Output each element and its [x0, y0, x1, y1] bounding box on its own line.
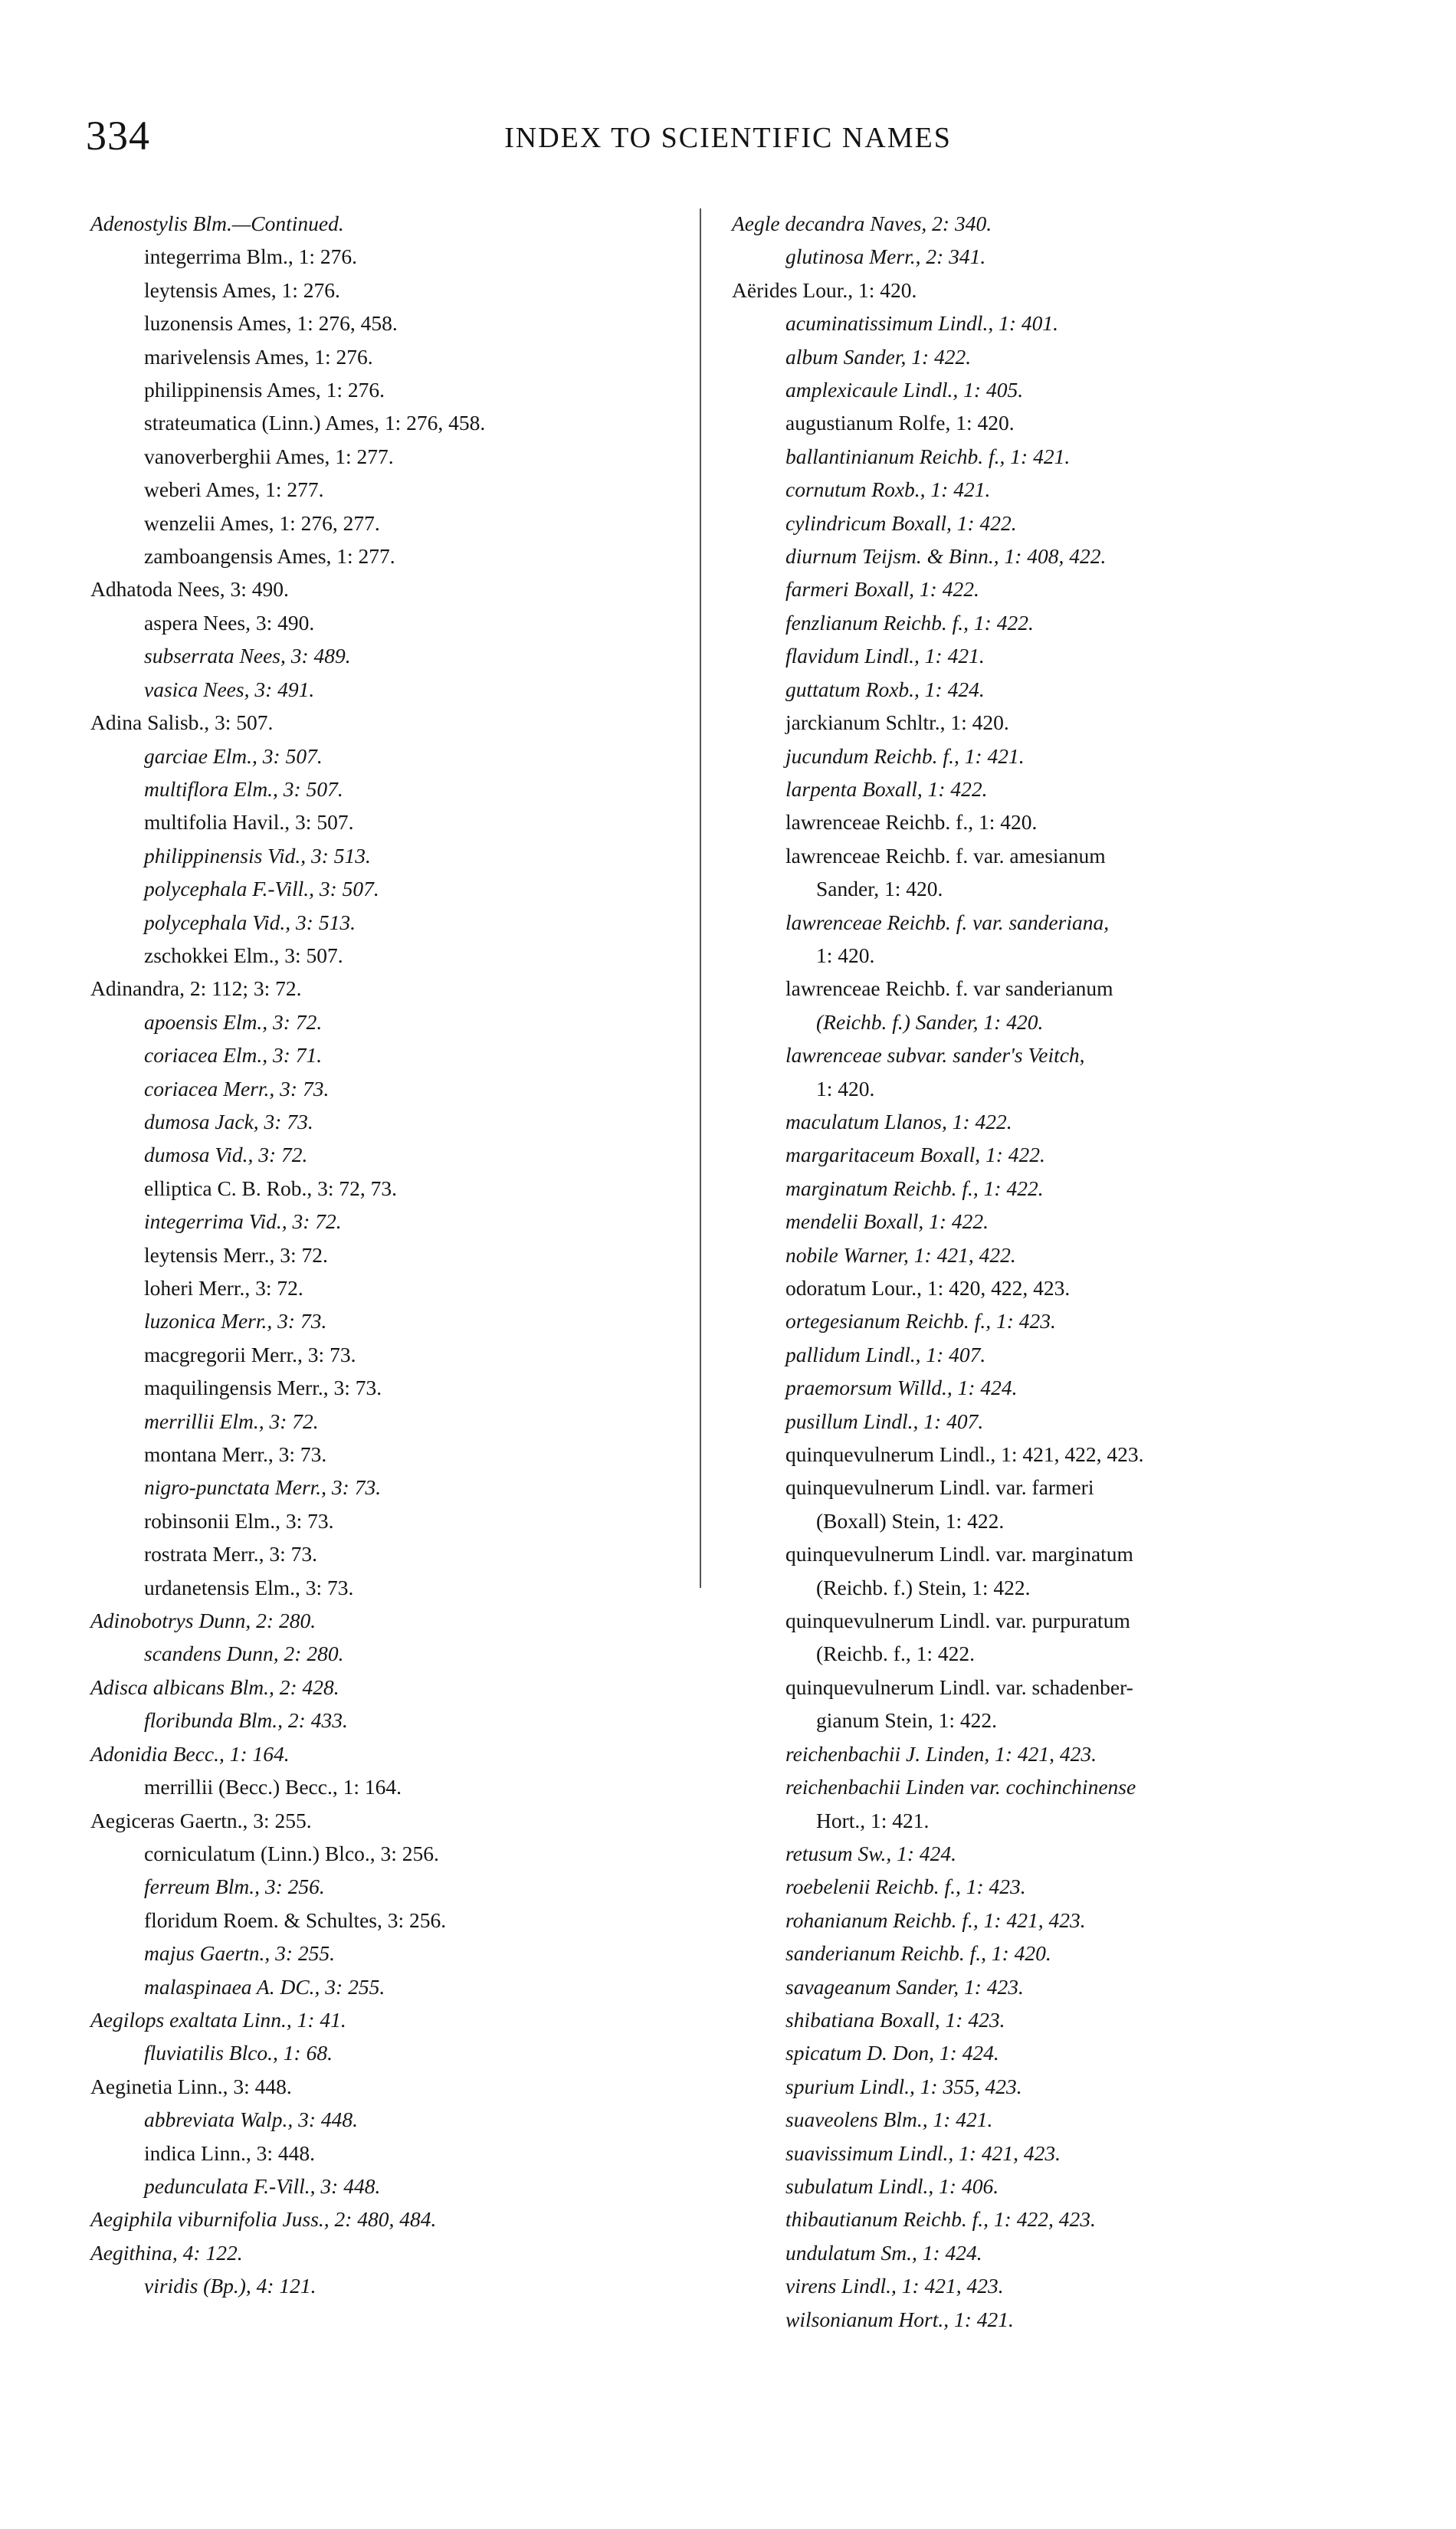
- index-entry: retusum Sw., 1: 424.: [785, 1841, 957, 1865]
- index-entry: Aegithina, 4: 122.: [90, 2240, 243, 2265]
- index-entry: spurium Lindl., 1: 355, 423.: [785, 2074, 1022, 2098]
- index-entry: Aërides Lour., 1: 420.: [732, 277, 917, 302]
- index-entry: wilsonianum Hort., 1: 421.: [785, 2307, 1014, 2331]
- index-entry: album Sander, 1: 422.: [785, 344, 972, 369]
- index-entry: garciae Elm., 3: 507.: [144, 743, 323, 768]
- index-entry: virens Lindl., 1: 421, 423.: [785, 2274, 1004, 2298]
- index-entry: elliptica C. B. Rob., 3: 72, 73.: [144, 1176, 397, 1200]
- index-entry: rohanianum Reichb. f., 1: 421, 423.: [785, 1907, 1086, 1932]
- index-entry: luzonica Merr., 3: 73.: [144, 1309, 327, 1333]
- index-entry: coriacea Elm., 3: 71.: [144, 1043, 323, 1068]
- index-entry: fluviatilis Blco., 1: 68.: [144, 2041, 333, 2065]
- index-entry: margaritaceum Boxall, 1: 422.: [785, 1143, 1045, 1167]
- index-entry: strateumatica (Linn.) Ames, 1: 276, 458.: [144, 411, 486, 435]
- index-entry: Aeginetia Linn., 3: 448.: [90, 2074, 292, 2098]
- index-entry: lawrenceae Reichb. f. var. sanderiana,: [785, 910, 1110, 934]
- index-entry: acuminatissimum Lindl., 1: 401.: [785, 311, 1058, 336]
- index-entry: malaspinaea A. DC., 3: 255.: [144, 1974, 385, 1999]
- index-entry: philippinensis Ames, 1: 276.: [144, 378, 385, 402]
- index-entry: lawrenceae subvar. sander's Veitch,: [785, 1043, 1085, 1068]
- index-entry: spicatum D. Don, 1: 424.: [785, 2041, 999, 2065]
- index-entry: (Reichb. f.) Stein, 1: 422.: [816, 1575, 1031, 1599]
- index-entry: weberi Ames, 1: 277.: [144, 477, 324, 502]
- index-entry: thibautianum Reichb. f., 1: 422, 423.: [785, 2207, 1096, 2232]
- index-column-left: [90, 207, 688, 2303]
- index-entry: indica Linn., 3: 448.: [144, 2140, 316, 2165]
- index-entry: fenzlianum Reichb. f., 1: 422.: [785, 610, 1034, 635]
- index-entry: floridum Roem. & Schultes, 3: 256.: [144, 1907, 447, 1932]
- index-entry: suaveolens Blm., 1: 421.: [785, 2108, 993, 2132]
- index-entry: leytensis Ames, 1: 276.: [144, 277, 340, 302]
- index-entry: pallidum Lindl., 1: 407.: [785, 1342, 986, 1366]
- index-entry: reichenbachii Linden var. cochinchinense: [785, 1775, 1136, 1799]
- index-entry: aspera Nees, 3: 490.: [144, 610, 315, 635]
- index-entry: amplexicaule Lindl., 1: 405.: [785, 378, 1024, 402]
- index-entry: quinquevulnerum Lindl. var. farmeri: [785, 1475, 1094, 1500]
- index-entry: vanoverberghii Ames, 1: 277.: [144, 444, 394, 468]
- index-entry: integerrima Blm., 1: 276.: [144, 244, 358, 269]
- index-entry: dumosa Vid., 3: 72.: [144, 1143, 308, 1167]
- index-entry: glutinosa Merr., 2: 341.: [785, 244, 986, 269]
- index-entry: corniculatum (Linn.) Blco., 3: 256.: [144, 1841, 439, 1865]
- index-entry: Hort., 1: 421.: [816, 1808, 930, 1832]
- index-entry: 1: 420.: [816, 1076, 875, 1100]
- index-entry: scandens Dunn, 2: 280.: [144, 1642, 344, 1666]
- index-entry: jucundum Reichb. f., 1: 421.: [785, 743, 1025, 768]
- index-entry: marginatum Reichb. f., 1: 422.: [785, 1176, 1044, 1200]
- index-entry: loheri Merr., 3: 72.: [144, 1276, 303, 1300]
- index-entry: Aegiceras Gaertn., 3: 255.: [90, 1808, 312, 1832]
- index-entry: (Reichb. f., 1: 422.: [816, 1642, 975, 1666]
- index-entry: cornutum Roxb., 1: 421.: [785, 477, 991, 502]
- index-entry: subserrata Nees, 3: 489.: [144, 644, 351, 668]
- index-entry: quinquevulnerum Lindl. var. schadenber-: [785, 1675, 1133, 1699]
- index-entry: zschokkei Elm., 3: 507.: [144, 943, 343, 967]
- index-entry: montana Merr., 3: 73.: [144, 1442, 327, 1467]
- index-entry: (Reichb. f.) Sander, 1: 420.: [816, 1009, 1044, 1034]
- index-entry: larpenta Boxall, 1: 422.: [785, 776, 988, 801]
- index-entry: sanderianum Reichb. f., 1: 420.: [785, 1941, 1051, 1966]
- index-entry: jarckianum Schltr., 1: 420.: [785, 710, 1009, 735]
- index-entry: farmeri Boxall, 1: 422.: [785, 577, 979, 602]
- page-number: 334: [86, 113, 150, 159]
- index-entry: diurnum Teijsm. & Binn., 1: 408, 422.: [785, 544, 1107, 569]
- index-entry: undulatum Sm., 1: 424.: [785, 2240, 982, 2265]
- index-entry: ortegesianum Reichb. f., 1: 423.: [785, 1309, 1056, 1333]
- index-entry: multifolia Havil., 3: 507.: [144, 810, 354, 835]
- index-entry: Adina Salisb., 3: 507.: [90, 710, 274, 735]
- index-entry: merrillii Elm., 3: 72.: [144, 1409, 319, 1433]
- index-entry: flavidum Lindl., 1: 421.: [785, 644, 985, 668]
- index-entry: Adonidia Becc., 1: 164.: [90, 1741, 290, 1766]
- index-entry: savageanum Sander, 1: 423.: [785, 1974, 1024, 1999]
- index-entry: integerrima Vid., 3: 72.: [144, 1209, 342, 1234]
- index-entry: nobile Warner, 1: 421, 422.: [785, 1242, 1016, 1267]
- index-entry: wenzelii Ames, 1: 276, 277.: [144, 510, 380, 535]
- index-entry: maculatum Llanos, 1: 422.: [785, 1109, 1012, 1133]
- index-entry: nigro-punctata Merr., 3: 73.: [144, 1475, 382, 1500]
- index-entry: Aegiphila viburnifolia Juss., 2: 480, 484.: [90, 2207, 437, 2232]
- index-entry: leytensis Merr., 3: 72.: [144, 1242, 328, 1267]
- index-entry: (Boxall) Stein, 1: 422.: [816, 1508, 1005, 1533]
- index-entry: urdanetensis Elm., 3: 73.: [144, 1575, 354, 1599]
- index-entry: polycephala F.-Vill., 3: 507.: [144, 877, 379, 901]
- column-divider-rule: [700, 208, 701, 1588]
- index-entry: cylindricum Boxall, 1: 422.: [785, 510, 1017, 535]
- index-entry: floribunda Blm., 2: 433.: [144, 1708, 348, 1733]
- index-entry: quinquevulnerum Lindl. var. marginatum: [785, 1542, 1133, 1566]
- index-entry: shibatiana Boxall, 1: 423.: [785, 2007, 1005, 2032]
- index-entry: rostrata Merr., 3: 73.: [144, 1542, 318, 1566]
- index-entry: mendelii Boxall, 1: 422.: [785, 1209, 989, 1234]
- index-entry: roebelenii Reichb. f., 1: 423.: [785, 1875, 1026, 1899]
- index-entry: quinquevulnerum Lindl., 1: 421, 422, 423.: [785, 1442, 1144, 1467]
- index-entry: vasica Nees, 3: 491.: [144, 677, 315, 701]
- index-entry: polycephala Vid., 3: 513.: [144, 910, 356, 934]
- index-entry: Sander, 1: 420.: [816, 877, 943, 901]
- index-entry: robinsonii Elm., 3: 73.: [144, 1508, 334, 1533]
- index-entry: zamboangensis Ames, 1: 277.: [144, 544, 395, 569]
- index-entry: luzonensis Ames, 1: 276, 458.: [144, 311, 398, 336]
- index-entry: abbreviata Walp., 3: 448.: [144, 2108, 359, 2132]
- index-entry: praemorsum Willd., 1: 424.: [785, 1376, 1018, 1400]
- index-entry: gianum Stein, 1: 422.: [816, 1708, 998, 1733]
- index-entry: viridis (Bp.), 4: 121.: [144, 2274, 316, 2298]
- index-entry: Adenostylis Blm.—Continued.: [90, 212, 344, 235]
- index-entry: marivelensis Ames, 1: 276.: [144, 344, 373, 369]
- running-title: INDEX TO SCIENTIFIC NAMES: [504, 122, 952, 154]
- index-entry: philippinensis Vid., 3: 513.: [144, 843, 371, 868]
- index-entry: subulatum Lindl., 1: 406.: [785, 2173, 999, 2198]
- index-entry: Adhatoda Nees, 3: 490.: [90, 577, 289, 602]
- index-entry: Adinandra, 2: 112; 3: 72.: [90, 976, 302, 1001]
- index-entry: ballantinianum Reichb. f., 1: 421.: [785, 444, 1071, 468]
- index-entry: Aegilops exaltata Linn., 1: 41.: [90, 2007, 346, 2032]
- index-entry: reichenbachii J. Linden, 1: 421, 423.: [785, 1741, 1097, 1766]
- index-entry: lawrenceae Reichb. f. var sanderianum: [785, 976, 1113, 1001]
- index-entry: 1: 420.: [816, 943, 875, 967]
- index-column-right: [732, 207, 1337, 2336]
- index-entry: multiflora Elm., 3: 507.: [144, 776, 343, 801]
- index-entry: dumosa Jack, 3: 73.: [144, 1109, 313, 1133]
- index-entry: coriacea Merr., 3: 73.: [144, 1076, 330, 1100]
- index-entry: Adisca albicans Blm., 2: 428.: [90, 1675, 339, 1699]
- index-entry: pedunculata F.-Vill., 3: 448.: [144, 2173, 381, 2198]
- index-entry: majus Gaertn., 3: 255.: [144, 1941, 336, 1966]
- index-entry: maquilingensis Merr., 3: 73.: [144, 1376, 382, 1400]
- index-entry: lawrenceae Reichb. f. var. amesianum: [785, 843, 1106, 868]
- index-entry: apoensis Elm., 3: 72.: [144, 1009, 323, 1034]
- index-entry: Adinobotrys Dunn, 2: 280.: [90, 1609, 316, 1633]
- index-entry: odoratum Lour., 1: 420, 422, 423.: [785, 1276, 1071, 1300]
- index-entry: augustianum Rolfe, 1: 420.: [785, 411, 1015, 435]
- index-entry: Aegle decandra Naves, 2: 340.: [732, 212, 992, 235]
- index-entry: quinquevulnerum Lindl. var. purpuratum: [785, 1609, 1130, 1633]
- index-entry: lawrenceae Reichb. f., 1: 420.: [785, 810, 1038, 835]
- index-entry: merrillii (Becc.) Becc., 1: 164.: [144, 1775, 402, 1799]
- index-entry: pusillum Lindl., 1: 407.: [785, 1409, 984, 1433]
- index-entry: ferreum Blm., 3: 256.: [144, 1875, 325, 1899]
- index-entry: macgregorii Merr., 3: 73.: [144, 1342, 356, 1366]
- index-entry: guttatum Roxb., 1: 424.: [785, 677, 985, 701]
- index-entry: suavissimum Lindl., 1: 421, 423.: [785, 2140, 1061, 2165]
